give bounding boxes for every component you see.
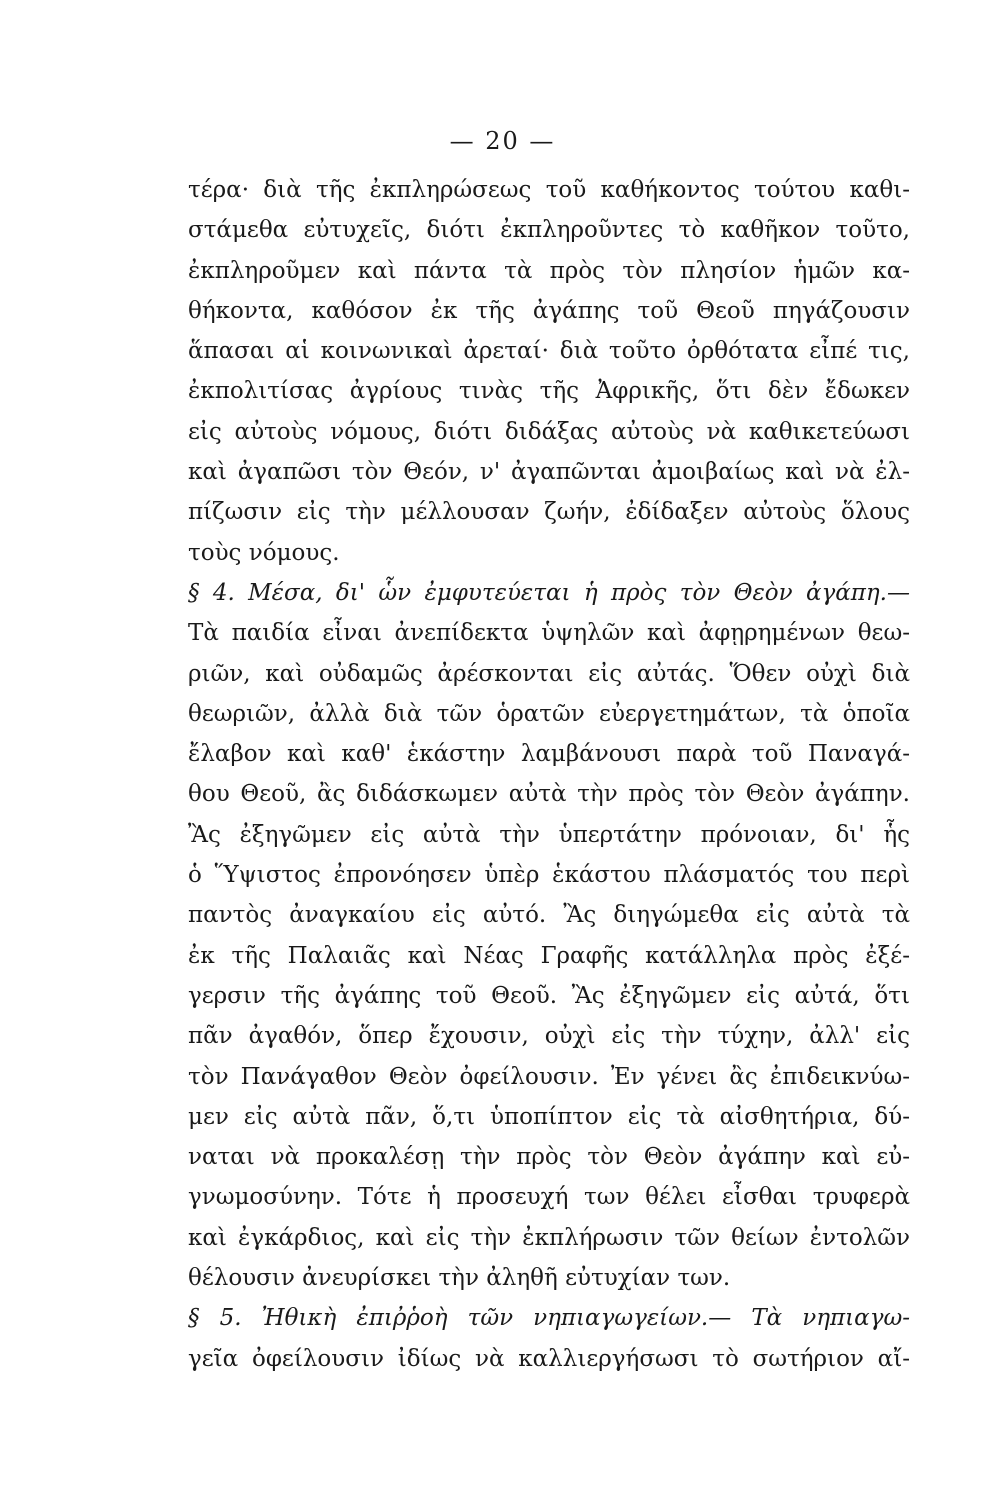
text-line: ἔλαβον καὶ καθ' ἑκάστην λαμβάνουσι παρὰ τοῦ Παναγά- [188,741,910,768]
text-line: τὸν Πανάγαθον Θεὸν ὀφείλουσιν. Ἐν γένει ἂς ἐπιδεικνύω- [188,1063,910,1090]
text-line: ἐκπληροῦμεν καὶ πάντα τὰ πρὸς τὸν πλησίον ἡμῶν κα- [188,257,910,284]
text-line: θου Θεοῦ, ἂς διδάσκωμεν αὐτὰ τὴν πρὸς τὸν Θεὸν ἀγάπην. [188,781,910,808]
text-line: πίζωσιν εἰς τὴν μέλλουσαν ζωήν, ἐδίδαξεν αὐτοὺς ὅλους [188,499,910,526]
text-line: παντὸς ἀναγκαίου εἰς αὐτό. Ἂς διηγώμεθα εἰς αὐτὰ τὰ [188,902,910,929]
text-line: γερσιν τῆς ἀγάπης τοῦ Θεοῦ. Ἂς ἐξηγῶμεν εἰς αὐτά, ὅτι [188,982,910,1009]
text-line: θέλουσιν ἀνευρίσκει τὴν ἀληθῆ εὐτυχίαν των. [188,1265,731,1292]
text-line: θήκοντα, καθόσον ἐκ τῆς ἀγάπης τοῦ Θεοῦ πηγάζουσιν [188,297,910,324]
page-number: — 20 — [449,127,556,155]
text-line: Ἂς ἐξηγῶμεν εἰς αὐτὰ τὴν ὑπερτάτην πρόνοιαν, δι' ἧς [188,821,910,848]
text-line: τοὺς νόμους. [188,539,340,566]
text-line: ἐκπολιτίσας ἀγρίους τινὰς τῆς Ἀφρικῆς, ὅτι δὲν ἔδωκεν [188,378,910,405]
text-line: Τὰ παιδία εἶναι ἀνεπίδεκτα ὑψηλῶν καὶ ἀφῃρημένων θεω- [188,620,910,647]
text-line: πᾶν ἀγαθόν, ὅπερ ἔχουσιν, οὐχὶ εἰς τὴν τύχην, ἀλλ' εἰς [188,1023,910,1050]
text-line: ναται νὰ προκαλέσῃ τὴν πρὸς τὸν Θεὸν ἀγάπην καὶ εὐ- [188,1144,910,1171]
text-line: μεν εἰς αὐτὰ πᾶν, ὅ,τι ὑποπίπτον εἰς τὰ αἰσθητήρια, δύ- [188,1103,910,1130]
text-line: εἰς αὐτοὺς νόμους, διότι διδάξας αὐτοὺς νὰ καθικετεύωσι [188,418,910,445]
text-line: ὁ Ὕψιστος ἐπρονόησεν ὑπὲρ ἑκάστου πλάσματός του περὶ [188,862,910,889]
text-line: ἅπασαι αἱ κοινωνικαὶ ἀρεταί· διὰ τοῦτο ὀρθότατα εἶπέ τις, [188,338,910,365]
text-line: γνωμοσύνην. Τότε ἡ προσευχή των θέλει εἶσθαι τρυφερὰ [188,1184,910,1211]
text-line: τέρα· διὰ τῆς ἐκπληρώσεως τοῦ καθήκοντος τούτου καθι- [188,177,910,203]
text-line: στάμεθα εὐτυχεῖς, διότι ἐκπληροῦντες τὸ καθῆκον τοῦτο, [188,217,910,244]
text-line: καὶ ἀγαπῶσι τὸν Θεόν, ν' ἀγαπῶνται ἀμοιβαίως καὶ νὰ ἐλ- [188,459,910,486]
text-line: ἐκ τῆς Παλαιᾶς καὶ Νέας Γραφῆς κατάλληλα πρὸς ἐξέ- [188,942,910,969]
text-line: γεῖα ὀφείλουσιν ἰδίως νὰ καλλιεργήσωσι τὸ σωτήριον αἴ- [188,1345,910,1372]
section-4-heading: § 4. Μέσα, δι' ὧν ἐμφυτεύεται ἡ πρὸς τὸν Θεὸν ἀγάπη.— [188,579,910,606]
section-5-heading: § 5. Ἠθικὴ ἐπιῤῥοὴ τῶν νηπιαγωγείων.— Τὰ νηπιαγω- [188,1305,910,1332]
text-line: θεωριῶν, ἀλλὰ διὰ τῶν ὁρατῶν εὐεργετημάτων, τὰ ὁποῖα [188,700,910,727]
text-line: καὶ ἐγκάρδιος, καὶ εἰς τὴν ἐκπλήρωσιν τῶν θείων ἐντολῶν [188,1224,910,1251]
text-line: ριῶν, καὶ οὐδαμῶς ἀρέσκονται εἰς αὐτάς. Ὅθεν οὐχὶ διὰ [188,660,910,687]
body-text [188,170,910,1379]
